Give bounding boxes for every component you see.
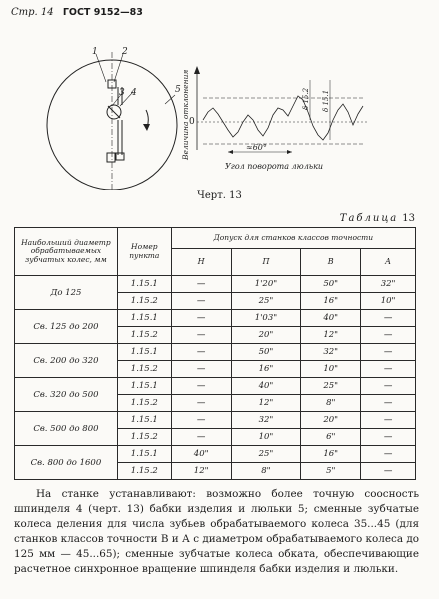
table-title-word: Таблица xyxy=(339,213,399,224)
tolerance-cell: 40" xyxy=(171,446,231,463)
deviation-graph xyxy=(194,66,367,154)
x-axis-label: Угол поворота люльки xyxy=(225,162,324,171)
header-class-p: П xyxy=(231,249,301,276)
tolerance-label-15-2: δ 15.2 xyxy=(302,87,310,110)
item-number-cell: 1.15.2 xyxy=(117,327,171,344)
standard-number: ГОСТ 9152—83 xyxy=(62,7,143,18)
diameter-cell: Св. 800 до 1600 xyxy=(15,446,118,480)
tolerance-cell: 16" xyxy=(301,293,361,310)
tolerance-cell: 1'20" xyxy=(231,276,301,293)
tolerance-cell: — xyxy=(361,344,416,361)
tolerance-cell: — xyxy=(361,395,416,412)
tolerance-cell: 32" xyxy=(231,412,301,429)
table-row xyxy=(15,344,416,361)
table-row xyxy=(15,310,416,327)
item-number-cell: 1.15.1 xyxy=(117,276,171,293)
header-tolerance-group: Допуск для станков классов точности xyxy=(171,228,415,249)
tolerance-label-15-1: δ 15.1 xyxy=(322,89,330,112)
tolerance-cell: 50" xyxy=(301,276,361,293)
diameter-cell: Св. 500 до 800 xyxy=(15,412,118,446)
item-number-cell: 1.15.1 xyxy=(117,344,171,361)
tolerance-cell: 8" xyxy=(301,395,361,412)
tolerance-cell: 20" xyxy=(301,412,361,429)
tolerance-cell: — xyxy=(171,361,231,378)
tolerance-cell: 20" xyxy=(231,327,301,344)
tolerance-cell: — xyxy=(171,429,231,446)
rotation-arrow xyxy=(143,110,150,131)
header-class-n: Н xyxy=(171,249,231,276)
diameter-cell: Св. 200 до 320 xyxy=(15,344,118,378)
table-row xyxy=(15,412,416,429)
table-row xyxy=(15,276,416,293)
table-row xyxy=(15,378,416,395)
tolerance-cell: — xyxy=(361,463,416,480)
tolerance-cell: 16" xyxy=(301,446,361,463)
tolerance-cell: 50" xyxy=(231,344,301,361)
table-title xyxy=(340,213,415,224)
tolerance-table xyxy=(14,227,416,480)
tolerance-cell: — xyxy=(171,412,231,429)
header-item-number: Номер пункта xyxy=(117,228,171,276)
tolerance-cell: 25" xyxy=(231,446,301,463)
tolerance-cell: — xyxy=(171,395,231,412)
tolerance-cell: — xyxy=(361,361,416,378)
item-number-cell: 1.15.2 xyxy=(117,361,171,378)
tolerance-cell: 25" xyxy=(231,293,301,310)
page-header xyxy=(11,7,149,18)
item-number-cell: 1.15.1 xyxy=(117,310,171,327)
body-text xyxy=(14,487,419,576)
diameter-cell: До 125 xyxy=(15,276,118,310)
callout-4: 4 xyxy=(131,88,137,98)
drawing-13 xyxy=(0,40,439,190)
item-number-cell: 1.15.2 xyxy=(117,293,171,310)
table-row xyxy=(15,446,416,463)
tolerance-cell: 5" xyxy=(301,463,361,480)
item-number-cell: 1.15.2 xyxy=(117,463,171,480)
y-axis-label: Величина отклонения xyxy=(181,69,190,160)
deviation-curve xyxy=(203,96,363,140)
tolerance-cell: — xyxy=(171,310,231,327)
tolerance-cell: 10" xyxy=(231,429,301,446)
table-title-number: 13 xyxy=(402,213,415,224)
page-label: Стр. 14 xyxy=(11,7,54,18)
tolerance-cell: 6" xyxy=(301,429,361,446)
tolerance-cell: 12" xyxy=(301,327,361,344)
callout-5: 5 xyxy=(175,85,181,95)
tolerance-cell: 10" xyxy=(301,361,361,378)
tolerance-cell: 25" xyxy=(301,378,361,395)
tolerance-cell: 1'03" xyxy=(231,310,301,327)
tolerance-cell: 10" xyxy=(361,293,416,310)
pitch-label: ≈60° xyxy=(246,143,267,152)
tolerance-cell: 12" xyxy=(231,395,301,412)
item-number-cell: 1.15.2 xyxy=(117,395,171,412)
graph-zero-label: 0 xyxy=(189,117,195,127)
tolerance-cell: 32" xyxy=(301,344,361,361)
tolerance-cell: 8" xyxy=(231,463,301,480)
tolerance-cell: — xyxy=(361,378,416,395)
tolerance-cell: — xyxy=(171,276,231,293)
callout-2: 2 xyxy=(122,47,128,57)
tolerance-cell: 40" xyxy=(231,378,301,395)
tolerance-cell: 32" xyxy=(361,276,416,293)
tolerance-cell: — xyxy=(171,293,231,310)
item-number-cell: 1.15.1 xyxy=(117,412,171,429)
tolerance-cell: 16" xyxy=(231,361,301,378)
tolerance-cell: 40" xyxy=(301,310,361,327)
item-number-cell: 1.15.2 xyxy=(117,429,171,446)
callout-3: 3 xyxy=(119,88,125,98)
tolerance-cell: — xyxy=(171,344,231,361)
header-class-v: В xyxy=(301,249,361,276)
tolerance-cell: — xyxy=(171,378,231,395)
header-class-a: А xyxy=(361,249,416,276)
diameter-cell: Св. 125 до 200 xyxy=(15,310,118,344)
figure-caption: Черт. 13 xyxy=(197,190,242,201)
tolerance-cell: — xyxy=(361,429,416,446)
item-number-cell: 1.15.1 xyxy=(117,446,171,463)
header-diameter: Наибольший диаметр обрабатываемых зубчатых колес, мм xyxy=(15,228,118,276)
tolerance-cell: 12" xyxy=(171,463,231,480)
tolerance-cell: — xyxy=(361,446,416,463)
tolerance-cell: — xyxy=(361,327,416,344)
body-paragraph: На станке устанавливают: возможно более точную соосность шпинделя 4 (черт. 13) бабки изделия и люльки 5; сменные зубчатые колеса деления для числа зубьев обрабатываемого колеса 35...45 (для станков классов точности В и А с диаметром обрабатываемого колеса до 125 мм — 45...65); сменные зубчатые колеса обката, обеспечивающие расчетное синхронное вращение шпинделя бабки изделия и люльки. xyxy=(14,488,419,575)
tolerance-cell: — xyxy=(361,310,416,327)
tolerance-cell: — xyxy=(361,412,416,429)
item-number-cell: 1.15.1 xyxy=(117,378,171,395)
tolerance-cell: — xyxy=(171,327,231,344)
callout-1: 1 xyxy=(92,47,98,57)
diameter-cell: Св. 320 до 500 xyxy=(15,378,118,412)
